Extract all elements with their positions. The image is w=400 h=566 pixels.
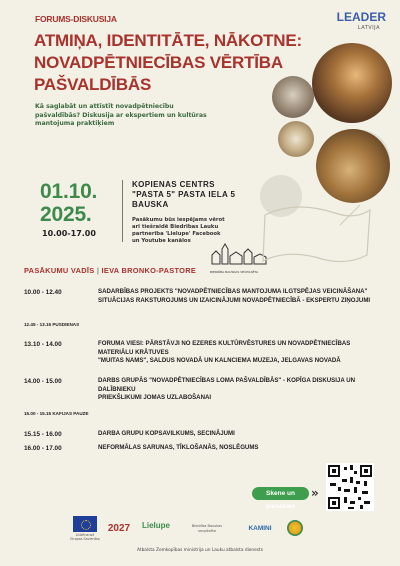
bauska-association-logo: Biedrība Bauskas vecpilsēta: [191, 524, 223, 533]
museum-room-photo: [272, 76, 314, 118]
stream-line-1: Pasākumu būs iespējams vērot: [132, 217, 225, 223]
question-line-1: Kā saglabāt un attīstīt novadpētniecību: [35, 103, 174, 110]
schedule-time: 15.15 - 16.00: [24, 431, 62, 438]
scroll-decoration-icon: [255, 195, 375, 275]
schedule-item-line: "MUITAS NAMS", SALDUS NOVADĀ UN KALNCIEMA MUZEJA, JELGAVAS NOVADĀ: [98, 357, 341, 365]
venue-name: KOPIENAS CENTRS: [132, 180, 215, 189]
schedule-item-line: FORUMA VIESI: PĀRSTĀVJI NO EZERES KULTŪRVĒSTURES UN NOVADPĒTNIECĪBAS MATERIĀLU KRĀTUVES: [98, 340, 351, 356]
schedule-item-line: SITUĀCIJAS RAKSTUROJUMS UN IZAICINĀJUMI NOVADPĒTNIECĪBĀ - EKSPERTU ZIŅOJUMI: [98, 296, 371, 304]
leader-logo-sub: LATVIJA: [357, 25, 380, 31]
event-year: 2025.: [40, 203, 92, 226]
schedule-item: [98, 377, 378, 403]
vessels-photo: [316, 129, 390, 203]
qr-code-icon[interactable]: [326, 463, 374, 511]
lielupe-logo: Lielupe: [141, 521, 170, 530]
partner-logo-text: BIEDRĪBA BAUSKAS VECPILSĒTA: [210, 270, 259, 274]
schedule-time: 14.00 - 15.00: [24, 378, 62, 385]
schedule-item-line: PRIEKŠLIKUMI JOMAS UZLABOŠANAI: [98, 394, 212, 402]
event-type-label: FORUMS-DISKUSIJA: [35, 14, 117, 24]
venue-city: BAUSKA: [132, 200, 169, 209]
schedule-time: 16.00 - 17.00: [24, 445, 62, 452]
coffee-break: 15.00 - 15.15 KAFIJAS PAUZE: [24, 411, 89, 416]
venue-address: "PASTA 5" PASTA IELA 5: [132, 190, 236, 199]
title-line-1: ATMIŅA, IDENTITĀTE, NĀKOTNE:: [34, 31, 302, 50]
eu-flag-icon: [73, 516, 97, 532]
leader-logo: LEADER: [336, 10, 386, 24]
moderator-label: PASĀKUMU VADĪS: [24, 266, 95, 275]
schedule-item: [98, 340, 378, 366]
eu-logo: [70, 516, 100, 542]
schedule-item: NEFORMĀLAS SARUNAS, TĪKLOŠANĀS, NOSLĒGUMS: [98, 444, 259, 451]
schedule-item: [98, 288, 378, 305]
title-line-2: NOVADPĒTNIECĪBAS VĒRTĪBA: [34, 53, 283, 72]
schedule-item: DARBA GRUPU KOPSAVILKUMS, SECINĀJUMI: [98, 430, 235, 437]
jug-photo: [278, 121, 314, 157]
schedule-time: 10.00 - 12.40: [24, 289, 62, 296]
event-date: 01.10.: [40, 180, 98, 203]
schedule-time: 13.10 - 14.00: [24, 341, 62, 348]
event-time: 10.00-17.00: [42, 229, 96, 238]
stream-line-4: un Youtube kanālos: [132, 238, 191, 244]
question-line-3: mantojuma praktiķiem: [35, 120, 115, 127]
schedule-item-line: DARBS GRUPĀS "NOVADPĒTNIECĪBAS LOMA PAŠVALDĪBĀS" - KOPĪGA DISKUSIJA UN DALĪBNIEKU: [98, 377, 355, 393]
eu-logo-text: Līdzfinansē Eiropas Savienība: [70, 533, 100, 541]
stream-line-2: arī tiešraidē Biedrības Lauku: [132, 224, 219, 230]
schedule-item-line: SADARBĪBAS PROJEKTS "NOVADPĒTNIECĪBAS MANTOJUMA ILGTSPĒJAS VEICINĀŠANA": [98, 288, 368, 295]
register-button[interactable]: Skene un piesakies: [252, 487, 309, 500]
rural-2027-logo: 2027: [107, 523, 131, 534]
footer-support-note: Atbalsta Zemkopības ministrija un Lauku atbalsta dienests: [137, 548, 263, 553]
lunch-break: 12.45 - 13.15 PUSDIENAS: [24, 322, 80, 327]
stream-line-3: partnerība 'Lielupe' Facebook: [132, 231, 221, 237]
reading-person-photo: [312, 43, 392, 123]
kamini-logo: KAMINI: [248, 525, 272, 532]
partner-sun-icon: [287, 520, 303, 536]
title-line-3: PAŠVALDĪBĀS: [34, 75, 152, 94]
moderator-name: IEVA BRONKO-PASTORE: [101, 266, 197, 275]
date-divider: [122, 180, 123, 242]
question-line-2: pašvaldībās? Diskusija ar ekspertiem un kultūras: [35, 111, 207, 119]
arrow-right-icon: »: [311, 486, 319, 500]
